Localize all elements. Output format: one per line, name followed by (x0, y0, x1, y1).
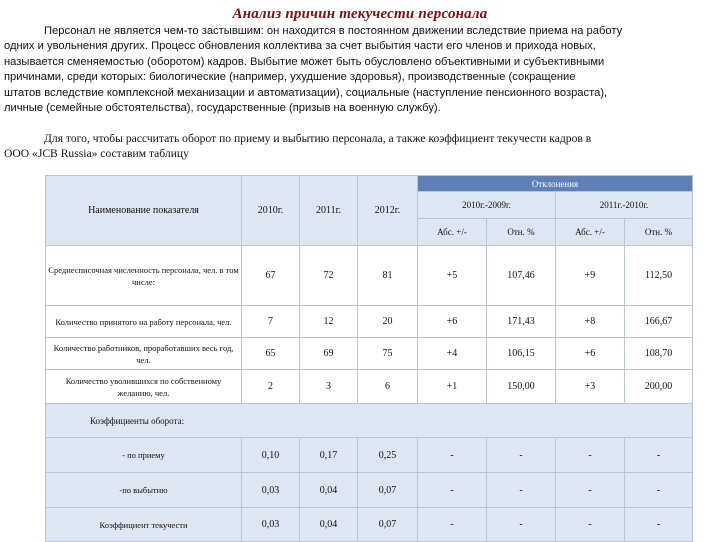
coef-section-title: Коэффициенты оборота: (46, 404, 693, 438)
cell-2010: 7 (242, 306, 300, 338)
cell-abs-1: - (418, 473, 487, 508)
header-2012: 2012г. (358, 176, 418, 246)
cell-rel-2: - (625, 508, 693, 542)
cell-rel-1: 150,00 (487, 370, 556, 404)
turnover-table (45, 175, 693, 542)
cell-2012: 0,07 (358, 473, 418, 508)
text-line: причинами, среди которых: биологические (например, ухудшение здоровья), производственные (сокращение (4, 71, 576, 84)
cell-2010: 0,03 (242, 508, 300, 542)
cell-rel-1: - (487, 508, 556, 542)
header-abs-2: Абс. +/- (556, 219, 625, 246)
cell-2010: 2 (242, 370, 300, 404)
header-2011: 2011г. (300, 176, 358, 246)
cell-2010: 0,03 (242, 473, 300, 508)
cell-abs-1: +5 (418, 246, 487, 306)
cell-rel-1: - (487, 438, 556, 473)
cell-2012: 0,25 (358, 438, 418, 473)
cell-2011: 3 (300, 370, 358, 404)
cell-2011: 0,04 (300, 508, 358, 542)
cell-2011: 72 (300, 246, 358, 306)
cell-rel-2: 112,50 (625, 246, 693, 306)
table-row (46, 438, 693, 473)
table-row (46, 370, 693, 404)
row-label: Количество работников, проработавших весь год, чел. (46, 338, 242, 370)
header-deviations: Отклонения (418, 176, 693, 192)
cell-rel-2: 166,67 (625, 306, 693, 338)
row-label: -по выбытию (46, 473, 242, 508)
cell-rel-1: 106,15 (487, 338, 556, 370)
cell-2011: 12 (300, 306, 358, 338)
header-dev-2010-2009: 2010г.-2009г. (418, 192, 556, 219)
cell-rel-1: 107,46 (487, 246, 556, 306)
cell-abs-1: +4 (418, 338, 487, 370)
table-row (46, 306, 693, 338)
page-title: Анализ причин текучести персонала (232, 6, 488, 22)
cell-abs-2: +8 (556, 306, 625, 338)
cell-rel-2: - (625, 473, 693, 508)
cell-abs-2: - (556, 473, 625, 508)
cell-2012: 20 (358, 306, 418, 338)
table-row (46, 404, 693, 438)
cell-rel-1: - (487, 473, 556, 508)
cell-2012: 0,07 (358, 508, 418, 542)
header-indicator: Наименование показателя (46, 176, 242, 246)
cell-2011: 0,17 (300, 438, 358, 473)
header-rel-1: Отн. % (487, 219, 556, 246)
cell-abs-2: +6 (556, 338, 625, 370)
cell-rel-2: 200,00 (625, 370, 693, 404)
cell-abs-1: +6 (418, 306, 487, 338)
cell-2012: 75 (358, 338, 418, 370)
header-2010: 2010г. (242, 176, 300, 246)
cell-2012: 81 (358, 246, 418, 306)
text-line: Для того, чтобы рассчитать оборот по приему и выбытию персонала, а также коэффициент текучести кадров в (44, 132, 592, 145)
cell-2011: 0,04 (300, 473, 358, 508)
cell-abs-2: +9 (556, 246, 625, 306)
cell-2010: 67 (242, 246, 300, 306)
cell-abs-2: - (556, 438, 625, 473)
cell-2012: 6 (358, 370, 418, 404)
cell-rel-2: - (625, 438, 693, 473)
row-label: - по приему (46, 438, 242, 473)
text-line: ООО «JCB Russia» составим таблицу (4, 147, 189, 161)
text-line: личные (семейные обстоятельства), государственные (призыв на военную службу). (4, 102, 441, 115)
cell-abs-1: - (418, 508, 487, 542)
table-intro-paragraph (4, 131, 716, 161)
row-label: Коэффициент текучести (46, 508, 242, 542)
text-line: одних и увольнения других. Процесс обновления коллектива за счет выбытия части его членов и прихода новых, (4, 40, 596, 53)
row-label: Количество уволившихся по собственному желанию, чел. (46, 370, 242, 404)
row-label: Среднесписочная численность персонала, чел. в том числе: (46, 246, 242, 306)
table-row (46, 508, 693, 542)
header-dev-2011-2010: 2011г.-2010г. (556, 192, 693, 219)
header-rel-2: Отн. % (625, 219, 693, 246)
cell-2010: 65 (242, 338, 300, 370)
row-label: Количество принятого на работу персонала, чел. (46, 306, 242, 338)
table-row (46, 473, 693, 508)
table-row (46, 338, 693, 370)
cell-rel-2: 108,70 (625, 338, 693, 370)
cell-rel-1: 171,43 (487, 306, 556, 338)
text-line: штатов вследствие комплексной механизации и автоматизации), социальные (наступление пенсионного возраста), (4, 86, 608, 99)
cell-2011: 69 (300, 338, 358, 370)
intro-paragraph (4, 24, 716, 116)
cell-abs-1: - (418, 438, 487, 473)
cell-abs-2: +3 (556, 370, 625, 404)
cell-abs-1: +1 (418, 370, 487, 404)
text-line: называется сменяемостью (оборотом) кадров. Выбытие может быть обусловлено объективными и субъективными (4, 55, 605, 68)
text-line: Персонал не является чем-то застывшим: он находится в постоянном движении вследствие приема на работу (44, 25, 623, 37)
header-abs-1: Абс. +/- (418, 219, 487, 246)
table-row (46, 246, 693, 306)
cell-abs-2: - (556, 508, 625, 542)
cell-2010: 0,10 (242, 438, 300, 473)
